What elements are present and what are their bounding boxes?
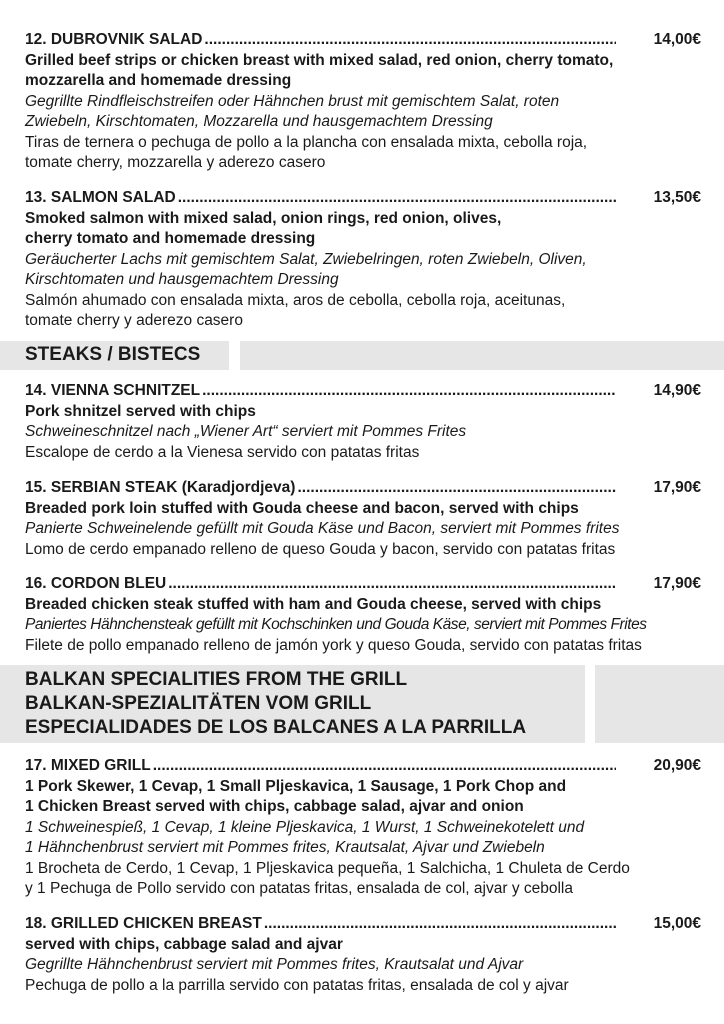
description-es: 1 Brocheta de Cerdo, 1 Cevap, 1 Pljeskavica pequeña, 1 Salchicha, 1 Chuleta de Cerdo (25, 859, 630, 877)
menu-item-mixed-grill (25, 756, 701, 900)
item-price: 20,90€ (653, 757, 701, 774)
item-title: 16. CORDON BLEU (25, 575, 167, 592)
item-price: 17,90€ (653, 479, 701, 496)
item-title: 14. VIENNA SCHNITZEL (25, 382, 201, 399)
description-de: 1 Hähnchenbrust serviert mit Pommes frites, Krautsalat, Ajvar und Zwiebeln (25, 839, 545, 856)
menu-item-salmon-salad (25, 188, 701, 332)
description-es: tomate cherry y aderezo casero (25, 312, 243, 329)
description-es: Salmón ahumado con ensalada mixta, aros de cebolla, cebolla roja, aceitunas, (25, 291, 566, 309)
item-title: 15. SERBIAN STEAK (Karadjordjeva) (25, 479, 296, 496)
description-es: Escalope de cerdo a la Vienesa servido con patatas fritas (25, 443, 420, 461)
dot-leader (168, 574, 615, 595)
section-title: STEAKS / BISTECS (25, 344, 201, 365)
description-de: 1 Schweinespieß, 1 Cevap, 1 kleine Pljeskavica, 1 Wurst, 1 Schweinekotelett und (25, 818, 585, 836)
section-header-bar (595, 665, 724, 743)
description-de: Gegrillte Rindfleischstreifen oder Hähnchen brust mit gemischtem Salat, roten (25, 92, 560, 110)
menu-item-cordon-bleu (25, 574, 701, 656)
item-title: 18. GRILLED CHICKEN BREAST (25, 915, 262, 932)
description-es: Pechuga de pollo a la parrilla servido con patatas fritas, ensalada de col y ajvar (25, 976, 569, 994)
dot-leader (202, 381, 615, 402)
menu-item-grilled-chicken-breast (25, 914, 701, 996)
item-price: 17,90€ (653, 575, 701, 592)
description-en: Pork shnitzel served with chips (25, 402, 256, 420)
menu-item-dubrovnik-salad (25, 30, 701, 174)
item-price: 14,90€ (653, 382, 701, 399)
description-en: Grilled beef strips or chicken breast with mixed salad, red onion, cherry tomato, (25, 51, 614, 69)
description-de: Panierte Schweinelende gefüllt mit Gouda Käse und Bacon, serviert mit Pommes frites (25, 520, 620, 537)
dot-leader (264, 914, 616, 935)
item-header (25, 381, 701, 402)
item-header (25, 30, 701, 51)
item-price: 13,50€ (653, 189, 701, 206)
section-title-de: BALKAN-SPEZIALITÄTEN VOM GRILL (25, 693, 372, 714)
item-price: 15,00€ (653, 915, 701, 932)
description-en: mozzarella and homemade dressing (25, 72, 292, 89)
dot-leader (153, 756, 616, 777)
description-de: Geräucherter Lachs mit gemischtem Salat, Zwiebelringen, roten Zwiebeln, Oliven, (25, 250, 587, 268)
item-price: 14,00€ (653, 31, 701, 48)
item-header (25, 478, 701, 499)
description-es: tomate cherry, mozzarella y aderezo casero (25, 154, 326, 171)
section-header-bar (240, 341, 724, 370)
item-header (25, 756, 701, 777)
item-header (25, 574, 701, 595)
description-en: Breaded pork loin stuffed with Gouda cheese and bacon, served with chips (25, 499, 579, 517)
section-title-en: BALKAN SPECIALITIES FROM THE GRILL (25, 669, 408, 690)
description-en: 1 Pork Skewer, 1 Cevap, 1 Small Pljeskavica, 1 Sausage, 1 Pork Chop and (25, 777, 567, 795)
section-header-balkan (0, 665, 724, 743)
description-en: 1 Chicken Breast served with chips, cabbage salad, ajvar and onion (25, 798, 524, 815)
description-es: y 1 Pechuga de Pollo servido con patatas fritas, ensalada de col, ajvar y cebolla (25, 880, 573, 897)
description-de: Gegrillte Hähnchenbrust serviert mit Pommes frites, Krautsalat und Ajvar (25, 956, 524, 973)
menu-item-vienna-schnitzel (25, 381, 701, 463)
item-header (25, 914, 701, 935)
dot-leader (204, 30, 615, 51)
description-de: Paniertes Hähnchensteak gefüllt mit Kochschinken und Gouda Käse, serviert mit Pommes Frites (25, 616, 647, 633)
item-header (25, 188, 701, 209)
description-en: served with chips, cabbage salad and ajvar (25, 935, 343, 953)
item-title: 12. DUBROVNIK SALAD (25, 31, 203, 48)
description-de: Schweineschnitzel nach „Wiener Art“ serviert mit Pommes Frites (25, 423, 467, 440)
description-es: Tiras de ternera o pechuga de pollo a la plancha con ensalada mixta, cebolla roja, (25, 133, 588, 151)
section-title-es: ESPECIALIDADES DE LOS BALCANES A LA PARRILLA (25, 717, 527, 738)
item-title: 13. SALMON SALAD (25, 189, 176, 206)
description-en: Smoked salmon with mixed salad, onion rings, red onion, olives, (25, 209, 502, 227)
description-de: Kirschtomaten und hausgemachtem Dressing (25, 271, 339, 288)
section-header-steaks (0, 341, 724, 370)
menu-item-serbian-steak (25, 478, 701, 560)
description-de: Zwiebeln, Kirschtomaten, Mozzarella und hausgemachtem Dressing (25, 113, 493, 130)
description-en: Breaded chicken steak stuffed with ham and Gouda cheese, served with chips (25, 595, 602, 613)
description-es: Lomo de cerdo empanado relleno de queso Gouda y bacon, servido con patatas fritas (25, 540, 616, 558)
item-title: 17. MIXED GRILL (25, 757, 151, 774)
description-es: Filete de pollo empanado relleno de jamón york y queso Gouda, servido con patatas fritas (25, 636, 642, 654)
dot-leader (297, 478, 615, 499)
description-en: cherry tomato and homemade dressing (25, 230, 316, 247)
dot-leader (178, 188, 616, 209)
